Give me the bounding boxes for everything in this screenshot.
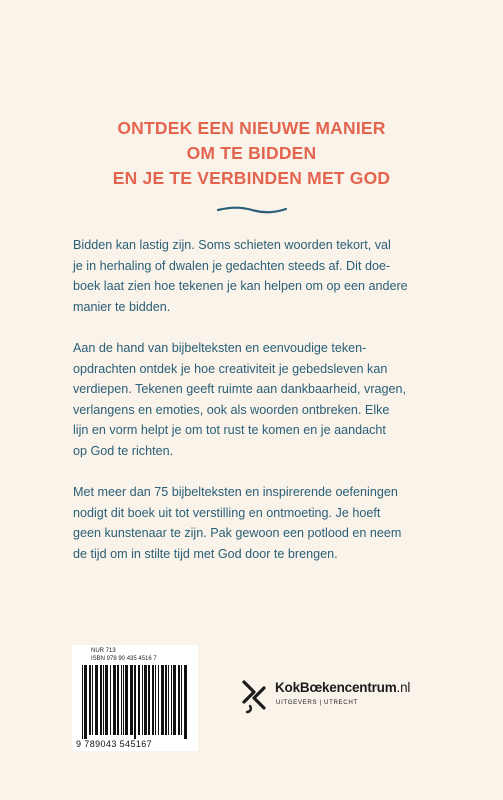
headline-line-2: OM TE BIDDEN xyxy=(186,143,317,163)
text-line: geen kunstenaar te zijn. Pak gewoon een potlood en neem xyxy=(73,526,402,541)
text-line: je in herhaling of dwalen je gedachten steeds af. Dit doe- xyxy=(73,258,391,273)
text-line: de tijd om in stilte tijd met God door te brengen. xyxy=(73,546,338,561)
paragraph-1 xyxy=(73,235,433,317)
barcode-box xyxy=(72,645,198,751)
wave-divider-icon xyxy=(216,205,288,215)
publisher-mark-icon xyxy=(238,678,270,714)
barcode-icon xyxy=(78,665,192,739)
text-line: Aan de hand van bijbelteksten en eenvoudige teken- xyxy=(73,340,367,355)
publisher-subtitle: UITGEVERS | UTRECHT xyxy=(276,699,358,706)
barcode-digits: 9 789043 545167 xyxy=(76,739,153,749)
text-line: lijn en vorm helpt je om tot rust te komen en je aandacht xyxy=(73,423,386,438)
paragraph-2 xyxy=(73,338,433,462)
text-line: opdrachten ontdek je hoe creativiteit je gebedsleven kan xyxy=(73,361,388,376)
headline-line-1: ONTDEK EEN NIEUWE MANIER xyxy=(117,118,386,138)
text-line: Met meer dan 75 bijbelteksten en inspirerende oefeningen xyxy=(73,485,398,500)
text-line: Bidden kan lastig zijn. Soms schieten woorden tekort, val xyxy=(73,238,391,252)
isbn-number: ISBN 978 90 435 4516 7 xyxy=(91,656,157,662)
text-line: nodigt dit boek uit tot verstilling en ontmoeting. Je hoeft xyxy=(73,505,381,520)
text-line: op God te richten. xyxy=(73,443,174,458)
text-line: boek laat zien hoe tekenen je kan helpen om op een andere xyxy=(73,279,408,294)
nur-code: NUR 713 xyxy=(91,648,116,654)
text-line: verdiepen. Tekenen geeft ruimte aan dankbaarheid, vragen, xyxy=(73,382,407,397)
publisher-name-text: KokBœkencentrum xyxy=(275,680,397,695)
publisher-tld: .nl xyxy=(396,680,411,695)
publisher-logo xyxy=(238,678,438,718)
paragraph-3 xyxy=(73,482,433,564)
body-text xyxy=(73,235,433,585)
headline-line-3: EN JE TE VERBINDEN MET GOD xyxy=(112,168,391,188)
text-line: manier te bidden. xyxy=(73,299,171,314)
publisher-name xyxy=(275,680,410,695)
headline xyxy=(0,116,503,191)
text-line: verlangens en emoties, ook als woorden ontbreken. Elke xyxy=(73,402,390,417)
